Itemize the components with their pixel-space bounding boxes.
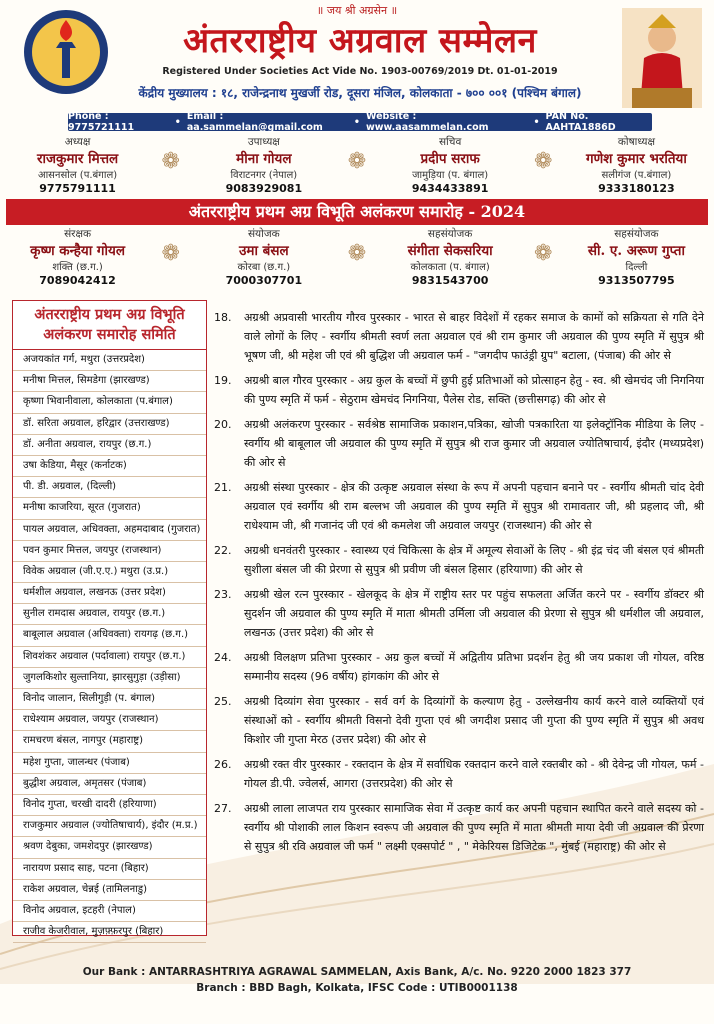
committee-member: उषा केडिया, मैसूर (कर्नाटक) [13,456,206,477]
maharaja-agrasen-portrait-icon [622,8,702,108]
award-text: अग्रश्री अप्रवासी भारतीय गौरव पुरस्कार - भारत से बाहर विदेशों में रहकर समाज के कामों को सक्रियता से गति देने वाले लोगों के लिए - स्वर्गीय श्रीमती स्वर्ण लता अग्रवाल एवं श्री राम कुमार जी अग्रवाल की पुण्य स्मृति में सुपुत्र श्री भूषण जी, श्री महेश जी एवं श्री बुद्धिश जी अग्रवाल फर्म - "जगदीप फाउंड्री ग्रुप" बटाला, (पंजाब) की ओर से [244,311,704,362]
bullet-icon: • [174,116,181,128]
committee-member: डॉ. अनीता अग्रवाल, रायपुर (छ.ग.) [13,435,206,456]
award-item [214,371,704,409]
committee-heading: अंतरराष्ट्रीय प्रथम अग्र विभूति अलंकरण समारोह समिति [13,301,206,350]
organizer-convener [189,227,339,287]
officer-place: जामुड़िया (प. बंगाल) [412,170,489,181]
officer-phone: 9083929081 [225,182,303,195]
organizer-role: संरक्षक [64,228,92,240]
officer-place: विराटनगर (नेपाल) [230,170,298,181]
committee-member: पवन कुमार मित्तल, जयपुर (राजस्थान) [13,541,206,562]
bullet-icon: • [533,116,540,128]
contact-website[interactable]: Website : www.aasammelan.com [365,111,489,133]
committee-member: महेश गुप्ता, जालन्धर (पंजाब) [13,753,206,774]
award-item [214,478,704,535]
committee-member: विनोद जालान, सिलीगुड़ी (प. बंगाल) [13,689,206,710]
award-text: अग्रश्री बाल गौरव पुरस्कार - अग्र कुल के बच्चों में छुपी हुई प्रतिभाओं को प्रोत्साहन हेतु - स्व. श्री खेमचंद जी निगनिया की पुण्य स्मृति में फर्म - सेठुराम खेमचंद निगनिया, पैलेस रोड, सक्ति (छत्तीसगढ़) की ओर से [244,374,704,406]
officer-secretary [375,135,525,195]
jay-agrasen: ॥ जय श्री अग्रसेन ॥ [316,4,398,17]
award-text: अग्रश्री विलक्षण प्रतिभा पुरस्कार - अग्र कुल बच्चों में अद्वितीय प्रतिभा प्रदर्शन हेतु श्री जय प्रकाश जी गोयल, वरिष्ठ सम्मानीय सदस्य (96 वर्षीय) हांगकांग की ओर से [244,651,704,683]
officer-place: आसनसोल (प.बंगाल) [37,170,118,181]
committee-member: मनीषा मित्तल, सिमडेगा (झारखण्ड) [13,371,206,392]
organizer-role: संयोजक [247,228,280,240]
committee-member: विनोद अग्रवाल, इटहरी (नेपाल) [13,901,206,922]
award-number: 23. [214,588,232,601]
award-item [214,541,704,579]
registration-line: Registered Under Societies Act Vide No. 1903-00769/2019 Dt. 01-01-2019 [162,66,558,77]
award-text: अग्रश्री रक्त वीर पुरस्कार - रक्तदान के क्षेत्र में सर्वाधिक रक्तदान करने वाले रक्तबीर को - श्री देवेन्द्र जी गोयल, फर्म - गोयल डी.पी. ज्वेलर्स, आगरा (उत्तरप्रदेश) की ओर से [244,758,704,790]
floral-ornament-icon: ❁ [534,149,553,174]
committee-member: पायल अग्रवाल, अधिवक्ता, अहमदाबाद (गुजरात) [13,520,206,541]
officer-president [3,135,153,195]
torch-logo-icon [22,8,110,96]
award-number: 26. [214,758,232,771]
award-number: 18. [214,311,232,324]
floral-ornament-icon: ❁ [161,241,180,266]
organizer-name: सी. ए. अरूण गुप्ता [587,243,685,259]
committee-member: बाबूलाल अग्रवाल (अधिवक्ता) रायगढ़ (छ.ग.) [13,625,206,646]
award-text: अग्रश्री खेल रत्न पुरस्कार - खेलकूद के क्षेत्र में राष्ट्रीय स्तर पर पहुंच सफलता अर्जित करने पर - स्वर्गीय डॉक्टर श्री सुदर्शन जी अग्रवाल की पुण्य स्मृति में माता श्रीमती उर्मिला जी अग्रवाल की प्रेरणा से सुपुत्र श्री धर्मशील जी अग्रवाल, लखनऊ (उत्तर प्रदेश) की ओर से [244,588,704,639]
contact-bar [68,113,652,131]
organizer-place: शक्ति (छ.ग.) [52,262,103,273]
committee-member: नारायण प्रसाद साह, पटना (बिहार) [13,859,206,880]
organizer-place: कोरबा (छ.ग.) [237,262,291,273]
committee-member: राजीव केजरीवाल, मुज़फ़्फ़रपुर (बिहार) [13,922,206,943]
officer-name: राजकुमार मित्तल [36,151,119,167]
award-item [214,755,704,793]
officer-phone: 9333180123 [598,182,675,195]
award-number: 24. [214,651,232,664]
award-text: अग्रश्री धनवंतरी पुरस्कार - स्वास्थ्य एवं चिकित्सा के क्षेत्र में अमूल्य सेवाओं के लिए - श्री इंद्र चंद जी बंसल एवं श्रीमती सुशीला बंसल जी की प्रेरणा से सुपुत्र श्री प्रवीण जी बंसल हिसार (हरियाणा) की ओर से [244,544,704,576]
committee-member: विनोद गुप्ता, चरखी दादरी (हरियाणा) [13,795,206,816]
award-text: अग्रश्री अलंकरण पुरस्कार - सर्वश्रेष्ठ सामाजिक प्रकाशन,पत्रिका, खोजी पत्रकारिता या इलेक्ट्रॉनिक मीडिया के लिए - स्वर्गीय श्री बाबूलाल जी अग्रवाल की पुण्य स्मृति में सुपुत्र श्री राज कुमार जी अग्रवाल ज्योतिषाचार्य, इंदौर (मध्यप्रदेश) की ओर से [244,418,704,469]
committee-member: राधेश्याम अग्रवाल, जयपुर (राजस्थान) [13,710,206,731]
award-number: 20. [214,418,232,431]
committee-member: श्रवण देबुका, जमशेदपुर (झारखण्ड) [13,837,206,858]
committee-list [13,350,206,943]
floral-ornament-icon: ❁ [347,149,367,174]
floral-ornament-icon: ❁ [161,149,180,174]
bank-details [0,964,714,996]
officer-role: उपाध्यक्ष [247,136,280,148]
committee-member: राकेश अग्रवाल, चेन्नई (तामिलनाडु) [13,880,206,901]
officer-name: मीना गोयल [236,151,292,167]
organizer-name: संगीता सेकसरिया [407,243,493,259]
award-item [214,648,704,686]
award-item [214,308,704,365]
organizer-phone: 7000307701 [225,274,303,287]
committee-sidebar [12,300,207,936]
award-item [214,799,704,856]
committee-member: राजकुमार अग्रवाल (ज्योतिषाचार्य), इंदौर (म.प्र.) [13,816,206,837]
officer-role: सचिव [438,136,462,148]
organizer-name: उमा बंसल [239,243,289,259]
award-number: 21. [214,481,232,494]
officer-treasurer [561,135,711,195]
organization-title: अंतरराष्ट्रीय अग्रवाल सम्मेलन [183,21,537,61]
organizer-name: कृष्ण कन्हैया गोयल [30,243,125,259]
award-text: अग्रश्री दिव्यांग सेवा पुरस्कार - सर्व वर्ग के दिव्यांगों के कल्याण हेतु - उल्लेखनीय कार्य करने वाले व्यक्तियों एवं संस्थाओं को - स्वर्गीय श्रीमती विसनो देवी गुप्ता एवं श्री जगदीश प्रसाद जी गुप्ता की पुण्य स्मृति में सुपुत्र श्री अवध किशोर जी गुप्ता मेरठ (उत्तर प्रदेश) की ओर से [244,695,704,746]
awards-list [214,308,704,862]
bullet-icon: • [353,116,360,128]
committee-member: अजयकांत गर्ग, मथुरा (उत्तरप्रदेश) [13,350,206,371]
award-text: अग्रश्री संस्था पुरस्कार - क्षेत्र की उत्कृष्ट अग्रवाल संस्था के रूप में अपनी पहचान बनाने पर - स्वर्गीय श्रीमती चांद देवी अग्रवाल एवं स्वर्गीय श्री राम बल्लभ जी अग्रवाल की पुण्य स्मृति में सुपुत्र श्री रामावतार जी, श्री प्रहलाद जी, श्री राधेश्याम जी, श्री गजानंद जी एवं श्री कमलेश जी अग्रवाल जयपुर (राजस्थान) की ओर से [244,481,704,532]
contact-pan: PAN No. AAHTA1886D [545,111,616,133]
organizers-row [0,227,714,287]
officers-row [0,135,714,195]
officer-phone: 9434433891 [411,182,489,195]
committee-member: विवेक अग्रवाल (जी.ए.ए.) मथुरा (उ.प्र.) [13,562,206,583]
organizer-patron [3,227,153,287]
committee-member: बुद्धीश अग्रवाल, अमृतसर (पंजाब) [13,774,206,795]
committee-member: डॉ. सरिता अग्रवाल, हरिद्वार (उत्तराखण्ड) [13,414,206,435]
committee-member: सुनील रामदास अग्रवाल, रायपुर (छ.ग.) [13,604,206,625]
award-item [214,415,704,472]
organizer-place: दिल्ली [625,262,648,273]
organizer-role: सहसंयोजक [614,228,659,240]
contact-phone: Phone : 9775721111 [68,111,135,133]
award-number: 25. [214,695,232,708]
contact-email[interactable]: Email : aa.sammelan@gmail.com [186,111,323,133]
officer-phone: 9775791111 [39,182,116,195]
officer-role: अध्यक्ष [64,136,91,148]
organizer-role: सहसंयोजक [427,228,473,240]
committee-member: पी. डी. अग्रवाल, (दिल्ली) [13,477,206,498]
organizer-co-convener-1 [375,227,525,287]
event-banner: अंतरराष्ट्रीय प्रथम अग्र विभूति अलंकरण समारोह - 2024 [6,199,708,225]
floral-ornament-icon: ❁ [347,241,367,266]
award-item [214,585,704,642]
organizer-phone: 7089042412 [39,274,116,287]
floral-ornament-icon: ❁ [534,241,553,266]
committee-member: कृष्णा भिवानीवाला, कोलकाता (प.बंगाल) [13,392,206,413]
branch-line: Branch : BBD Bagh, Kolkata, IFSC Code : UTIB0001138 [196,982,518,994]
committee-member: धर्मशील अग्रवाल, लखनऊ (उत्तर प्रदेश) [13,583,206,604]
award-item [214,692,704,749]
award-number: 27. [214,802,232,815]
organizer-place: कोलकाता (प. बंगाल) [410,262,490,273]
organizer-phone: 9831543700 [411,274,489,287]
officer-place: सलीगंज (प.बंगाल) [601,170,672,181]
award-text: अग्रश्री लाला लाजपत राय पुरस्कार सामाजिक सेवा में उत्कृष्ट कार्य कर अपनी पहचान स्थापित करने वाले सदस्य को - स्वर्गीय श्री पोशाकी लाल किशन स्वरूप जी अग्रवाल की पुण्य स्मृति में माता श्रीमती माया देवी जी अग्रवाल की प्रेरणा से सुपुत्र श्री रवि अग्रवाल जी फर्म " लक्ष्मी एक्सपोर्ट " , " मेकेरियस डिजिटेक ", मुंबई (महाराष्ट्र) की ओर से [244,802,704,853]
award-number: 22. [214,544,232,557]
officer-name: गणेश कुमार भरतिया [585,151,687,167]
officer-name: प्रदीप सराफ [420,151,480,167]
organizer-co-convener-2 [561,227,711,287]
headquarters-address: केंद्रीय मुख्यालय : १८, राजेन्द्रनाथ मुखर्जी रोड, दूसरा मंजिल, कोलकाता - ७०० ००१ (पश्चिम बंगाल) [138,86,582,100]
award-number: 19. [214,374,232,387]
committee-member: रामचरण बंसल, नागपुर (महाराष्ट्र) [13,731,206,752]
organizer-phone: 9313507795 [598,274,675,287]
bank-line: Our Bank : ANTARRASHTRIYA AGRAWAL SAMMELAN, Axis Bank, A/c. No. 9220 2000 1823 377 [82,966,632,978]
committee-member: शिवशंकर अग्रवाल (पर्दावाला) रायपुर (छ.ग.) [13,647,206,668]
officer-role: कोषाध्यक्ष [617,136,655,148]
committee-member: मनीषा काजरिया, सूरत (गुजरात) [13,498,206,519]
committee-member: जुगलकिशोर सुल्तानिया, झारसुगुड़ा (उड़ीसा) [13,668,206,689]
officer-vice-president [189,135,339,195]
